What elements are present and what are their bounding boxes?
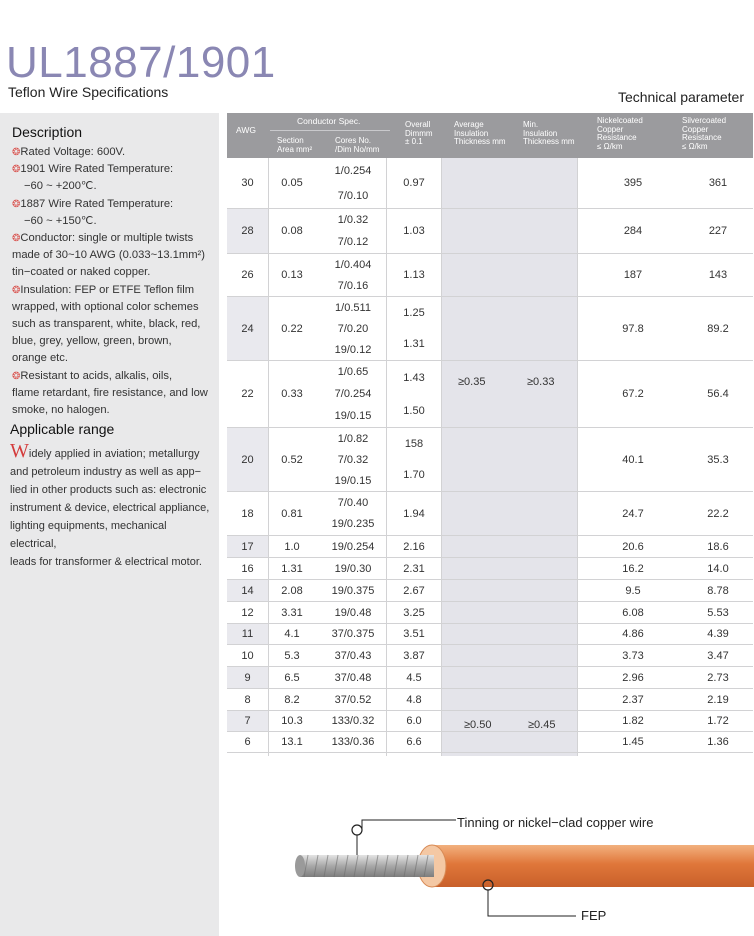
- applicable-line: lighting equipments, mechanical electrical,: [10, 520, 167, 550]
- description-line: [12, 385, 212, 402]
- column-divider: [268, 158, 269, 756]
- table-row: [227, 361, 753, 428]
- awg-cell: 12: [241, 606, 254, 619]
- column-divider: [577, 158, 578, 756]
- cores-value: 133/0.32: [331, 715, 375, 727]
- description-line: [12, 144, 212, 161]
- cores-cell: [321, 624, 385, 644]
- header-conductor-spec: Conductor Spec.: [297, 116, 361, 126]
- cores-value: 19/0.235: [331, 518, 375, 531]
- cores-value: 1/0.511: [335, 301, 371, 314]
- awg-cell: 16: [241, 562, 254, 575]
- diameter-value: 1.43: [403, 371, 425, 384]
- description-text: Resistant to acids, alkalis, oils,: [20, 369, 173, 382]
- section-area-cell: 8.2: [284, 693, 300, 706]
- cores-value: 7/0.10: [337, 189, 369, 202]
- header-line: Nickelcoated: [597, 116, 643, 125]
- silver-resistance-cell: 4.39: [707, 628, 729, 640]
- table-row: [227, 624, 753, 645]
- description-text: 1887 Wire Rated Temperature:: [20, 197, 174, 210]
- description-text: such as transparent, white, black, red,: [12, 318, 201, 331]
- table-row: [227, 602, 753, 624]
- overall-diameter-cell: [389, 689, 439, 710]
- description-text: wrapped, with optional color schemes: [12, 300, 199, 313]
- cores-value: 7/0.20: [337, 322, 369, 335]
- table-row: [227, 297, 753, 361]
- cores-cell: [321, 732, 385, 752]
- overall-diameter-cell: [389, 209, 439, 253]
- overall-diameter-cell: [389, 580, 439, 601]
- header-cores-no: [335, 137, 379, 154]
- cores-value: 19/0.254: [331, 540, 375, 553]
- description-heading: Description: [12, 124, 83, 140]
- awg-cell: 11: [227, 624, 268, 644]
- header-line: Average: [454, 120, 484, 129]
- cores-cell: [321, 711, 385, 731]
- description-line: [12, 230, 212, 247]
- overall-diameter-cell: [389, 558, 439, 579]
- silver-resistance-cell: 1.36: [707, 736, 729, 748]
- silver-resistance-cell: 3.47: [707, 649, 729, 662]
- silver-resistance-cell: 56.4: [707, 388, 729, 400]
- wire-label: Tinning or nickel−clad copper wire: [457, 815, 654, 830]
- overall-diameter-cell: [389, 645, 439, 666]
- table-row: [227, 645, 753, 667]
- description-line: [12, 333, 212, 350]
- diameter-value: 1.13: [403, 269, 425, 281]
- diameter-value: 0.97: [403, 177, 425, 189]
- silver-resistance-cell: 18.6: [707, 540, 729, 553]
- nickel-resistance-cell: 67.2: [622, 388, 644, 400]
- header-line: Silvercoated: [682, 116, 727, 125]
- section-area-cell: 13.1: [281, 736, 303, 748]
- section-area-cell: 1.31: [281, 562, 303, 575]
- description-line: [12, 196, 212, 213]
- table-row: [227, 209, 753, 254]
- cores-value: 133/0.36: [331, 736, 375, 748]
- header-avg-insulation: [454, 121, 506, 147]
- diameter-value: 3.25: [403, 606, 425, 619]
- table-row: [227, 732, 753, 753]
- diameter-value: 1.50: [403, 404, 425, 417]
- cores-cell: [321, 602, 385, 623]
- silver-resistance-cell: 14.0: [707, 562, 729, 575]
- section-area-cell: 0.22: [281, 322, 303, 335]
- silver-resistance-cell: 2.19: [707, 693, 729, 706]
- cores-cell: [321, 536, 385, 557]
- overall-diameter-cell: [389, 254, 439, 296]
- diameter-value: 3.87: [403, 649, 425, 662]
- header-line: ≤ Ω/km: [597, 141, 623, 151]
- cores-value: 7/0.16: [337, 279, 369, 292]
- awg-cell: 6: [244, 736, 251, 748]
- nickel-resistance-cell: 24.7: [622, 507, 644, 520]
- applicable-line: lied in other products such as: electronic: [10, 484, 207, 496]
- cores-value: 19/0.15: [334, 410, 372, 422]
- overall-diameter-cell: [389, 361, 439, 427]
- nickel-resistance-cell: 6.08: [622, 606, 644, 619]
- drop-cap: W: [10, 440, 29, 462]
- table-row: [227, 536, 753, 558]
- overall-diameter-cell: [389, 536, 439, 557]
- awg-cell: 10: [241, 649, 254, 662]
- section-area-cell: 10.3: [281, 715, 303, 727]
- nickel-resistance-cell: 40.1: [622, 453, 644, 466]
- table-header: [227, 113, 753, 158]
- header-line: Resistance: [682, 133, 722, 142]
- description-line: [12, 213, 212, 230]
- fep-jacket: [430, 845, 754, 887]
- silver-resistance-cell: 5.53: [707, 606, 729, 619]
- callout-marker-wire: [352, 825, 362, 835]
- cores-cell: [321, 492, 385, 535]
- diameter-value: 6.0: [406, 715, 422, 727]
- cores-cell: [321, 254, 385, 296]
- diameter-value: 1.70: [403, 469, 425, 482]
- awg-cell: 24: [227, 297, 268, 360]
- header-line: Thickness mm: [454, 137, 506, 146]
- cores-cell: [321, 361, 385, 427]
- description-line: [12, 368, 212, 385]
- section-area-cell: 0.13: [281, 269, 303, 281]
- nickel-resistance-cell: 97.8: [622, 322, 644, 335]
- description-text: Rated Voltage: 600V.: [20, 146, 126, 158]
- awg-cell: 17: [227, 536, 268, 557]
- description-text: −60 ~ +200℃.: [24, 180, 97, 193]
- cores-value: 19/0.30: [334, 562, 372, 575]
- cores-value: 1/0.82: [337, 432, 369, 445]
- description-text: blue, grey, yellow, green, brown,: [12, 335, 172, 348]
- table-row: [227, 254, 753, 297]
- section-area-cell: 0.52: [281, 453, 303, 466]
- awg-cell: 26: [241, 269, 254, 281]
- nickel-resistance-cell: 2.37: [622, 693, 644, 706]
- description-text: −60 ~ +150℃.: [24, 214, 97, 227]
- awg-cell: 28: [227, 209, 268, 253]
- table-row: [227, 711, 753, 732]
- awg-cell: 14: [227, 580, 268, 601]
- silver-resistance-cell: 2.73: [707, 671, 729, 684]
- description-text: orange etc.: [12, 352, 68, 365]
- cores-value: 1/0.254: [334, 164, 372, 177]
- description-line: [12, 161, 212, 178]
- cores-value: 7/0.254: [334, 388, 372, 400]
- table-row: [227, 667, 753, 689]
- overall-diameter-cell: [389, 492, 439, 535]
- description-text: 1901 Wire Rated Temperature:: [20, 163, 174, 176]
- description-line: [12, 402, 212, 419]
- cores-value: 1/0.404: [334, 258, 372, 271]
- overall-diameter-cell: [389, 732, 439, 752]
- cores-cell: [321, 667, 385, 688]
- nickel-resistance-cell: 1.45: [622, 736, 644, 748]
- bullet-icon: ❂: [12, 284, 21, 296]
- avg-insulation-value: ≥0.35: [458, 376, 486, 388]
- column-divider: [441, 158, 442, 756]
- awg-cell: 22: [241, 388, 254, 400]
- header-nickel: [597, 117, 643, 151]
- description-text: tin−coated or naked copper.: [12, 266, 151, 279]
- cores-value: 19/0.375: [331, 584, 375, 597]
- description-line: [12, 316, 212, 333]
- applicable-line: instrument & device, electrical appliance,: [10, 502, 210, 514]
- applicable-line: and petroleum industry as well as app−: [10, 466, 202, 478]
- table-row: [227, 580, 753, 602]
- nickel-resistance-cell: 16.2: [622, 562, 644, 575]
- section-area-cell: 0.05: [281, 177, 303, 189]
- table-row: [227, 558, 753, 580]
- header-line: Section: [277, 136, 304, 145]
- silver-resistance-cell: 361: [708, 177, 728, 189]
- conductor-end: [295, 855, 305, 877]
- overall-diameter-cell: [389, 428, 439, 491]
- diameter-value: 1.94: [403, 507, 425, 520]
- awg-cell: 8: [244, 693, 251, 706]
- header-line: Copper: [682, 124, 709, 134]
- overall-diameter-cell: [389, 297, 439, 360]
- cores-value: 7/0.40: [337, 496, 369, 509]
- description-text: Insulation: FEP or ETFE Teflon film: [20, 283, 195, 296]
- diameter-value: 2.31: [403, 562, 425, 575]
- cores-value: 37/0.48: [334, 671, 372, 684]
- cores-value: 19/0.12: [334, 343, 372, 356]
- page-subtitle: Teflon Wire Specifications: [8, 84, 169, 100]
- overall-diameter-cell: [389, 602, 439, 623]
- cores-cell: [321, 209, 385, 253]
- description-text: flame retardant, fire resistance, and low: [12, 386, 208, 399]
- silver-resistance-cell: 89.2: [707, 322, 729, 335]
- nickel-resistance-cell: 3.73: [622, 649, 644, 662]
- fep-label: FEP: [581, 908, 607, 923]
- description-text: smoke, no halogen.: [12, 404, 110, 417]
- bullet-icon: ❂: [12, 198, 21, 210]
- overall-diameter-cell: [389, 158, 439, 208]
- nickel-resistance-cell: 395: [623, 177, 643, 189]
- header-overall: [405, 121, 433, 147]
- overall-diameter-cell: [389, 667, 439, 688]
- header-line: Overall: [405, 120, 431, 129]
- bullet-icon: ❂: [12, 164, 21, 176]
- cores-cell: [321, 158, 385, 208]
- description-line: [12, 247, 212, 264]
- silver-resistance-cell: 22.2: [707, 507, 729, 520]
- nickel-resistance-cell: 187: [623, 269, 643, 281]
- awg-cell: 20: [227, 428, 268, 491]
- cores-value: 37/0.52: [334, 693, 372, 706]
- applicable-first-line: idely applied in aviation; metallurgy: [28, 448, 200, 460]
- header-line: ≤ Ω/km: [682, 141, 708, 151]
- header-line: ± 0.1: [405, 137, 423, 146]
- cores-cell: [321, 580, 385, 601]
- applicable-line: leads for transformer & electrical motor.: [10, 556, 202, 568]
- diameter-value: 1.31: [403, 338, 425, 351]
- cores-cell: [321, 558, 385, 579]
- description-list: [12, 144, 212, 419]
- silver-resistance-cell: 35.3: [707, 453, 729, 466]
- section-area-cell: 4.1: [284, 628, 300, 640]
- tech-param-heading: Technical parameter: [617, 89, 744, 105]
- applicable-heading: Applicable range: [10, 421, 115, 437]
- diameter-value: 4.5: [406, 671, 422, 684]
- header-line: Area mm²: [277, 144, 313, 154]
- cores-value: 1/0.32: [337, 214, 369, 226]
- nickel-resistance-cell: 284: [623, 225, 643, 237]
- min-insulation-value: ≥0.33: [527, 376, 555, 388]
- cores-cell: [321, 428, 385, 491]
- description-line: [12, 282, 212, 299]
- overall-diameter-cell: [389, 624, 439, 644]
- header-line: Copper: [597, 124, 624, 134]
- section-area-cell: 5.3: [284, 649, 300, 662]
- table-row: [227, 689, 753, 711]
- diameter-value: 6.6: [406, 736, 422, 748]
- cores-value: 7/0.32: [337, 453, 369, 466]
- nickel-resistance-cell: 1.82: [622, 715, 644, 727]
- diameter-value: 2.16: [403, 540, 425, 553]
- section-area-cell: 0.33: [281, 388, 303, 400]
- cores-value: 7/0.12: [337, 236, 369, 248]
- cores-value: 37/0.375: [331, 628, 375, 640]
- overall-diameter-cell: [389, 711, 439, 731]
- nickel-resistance-cell: 20.6: [622, 540, 644, 553]
- cores-value: 19/0.15: [334, 474, 372, 487]
- awg-cell: 30: [241, 177, 254, 189]
- description-text: Conductor: single or multiple twists: [20, 232, 194, 245]
- header-line: Cores No.: [335, 136, 372, 145]
- section-area-cell: 3.31: [281, 606, 303, 619]
- header-line: Insulation: [523, 128, 558, 138]
- min-insulation-value: ≥0.45: [528, 719, 556, 731]
- avg-insulation-value: ≥0.50: [464, 719, 492, 731]
- awg-cell: 18: [241, 507, 254, 520]
- description-text: made of 30~10 AWG (0.033~13.1mm²): [12, 249, 205, 262]
- section-area-cell: 2.08: [281, 584, 303, 597]
- cores-cell: [321, 645, 385, 666]
- silver-resistance-cell: 143: [708, 269, 728, 281]
- nickel-resistance-cell: 9.5: [625, 584, 641, 597]
- description-line: [12, 264, 212, 281]
- diameter-value: 158: [404, 437, 424, 450]
- section-area-cell: 1.0: [284, 540, 300, 553]
- header-line: Resistance: [597, 133, 637, 142]
- description-line: [12, 299, 212, 316]
- cores-cell: [321, 297, 385, 360]
- header-awg: AWG: [236, 125, 256, 135]
- header-silver: [682, 117, 726, 151]
- header-min-insulation: [523, 121, 575, 147]
- section-area-cell: 0.08: [281, 225, 303, 237]
- bullet-icon: ❂: [12, 147, 21, 158]
- awg-cell: 9: [227, 667, 268, 688]
- section-area-cell: 0.81: [281, 507, 303, 520]
- section-area-cell: 6.5: [284, 671, 300, 684]
- silver-resistance-cell: 8.78: [707, 584, 729, 597]
- diameter-value: 1.03: [403, 225, 425, 237]
- silver-resistance-cell: 227: [708, 225, 728, 237]
- table-row: [227, 492, 753, 536]
- cores-value: 1/0.65: [337, 366, 369, 378]
- table-row: [227, 158, 753, 209]
- header-line: Min.: [523, 120, 539, 129]
- header-line: Insulation: [454, 128, 489, 138]
- column-divider: [386, 158, 387, 756]
- applicable-text: [10, 440, 215, 571]
- header-line: /Dim No/mm: [335, 144, 380, 154]
- nickel-resistance-cell: 4.86: [622, 628, 644, 640]
- diameter-value: 4.8: [406, 693, 422, 706]
- diameter-value: 1.25: [403, 306, 425, 319]
- description-line: [12, 178, 212, 195]
- description-line: [12, 350, 212, 367]
- page-title: UL1887/1901: [6, 38, 276, 87]
- table-row: [227, 428, 753, 492]
- cores-value: 37/0.43: [334, 649, 372, 662]
- cores-cell: [321, 689, 385, 710]
- bullet-icon: ❂: [12, 370, 21, 382]
- header-section-area: [277, 137, 312, 154]
- header-line: Dimmm: [405, 128, 433, 138]
- silver-resistance-cell: 1.72: [707, 715, 729, 727]
- diameter-value: 2.67: [403, 584, 425, 597]
- cores-value: 19/0.48: [334, 606, 372, 619]
- nickel-resistance-cell: 2.96: [622, 671, 644, 684]
- diameter-value: 3.51: [403, 628, 425, 640]
- bullet-icon: ❂: [12, 233, 21, 245]
- header-line: Thickness mm: [523, 137, 575, 146]
- awg-cell: 7: [227, 711, 268, 731]
